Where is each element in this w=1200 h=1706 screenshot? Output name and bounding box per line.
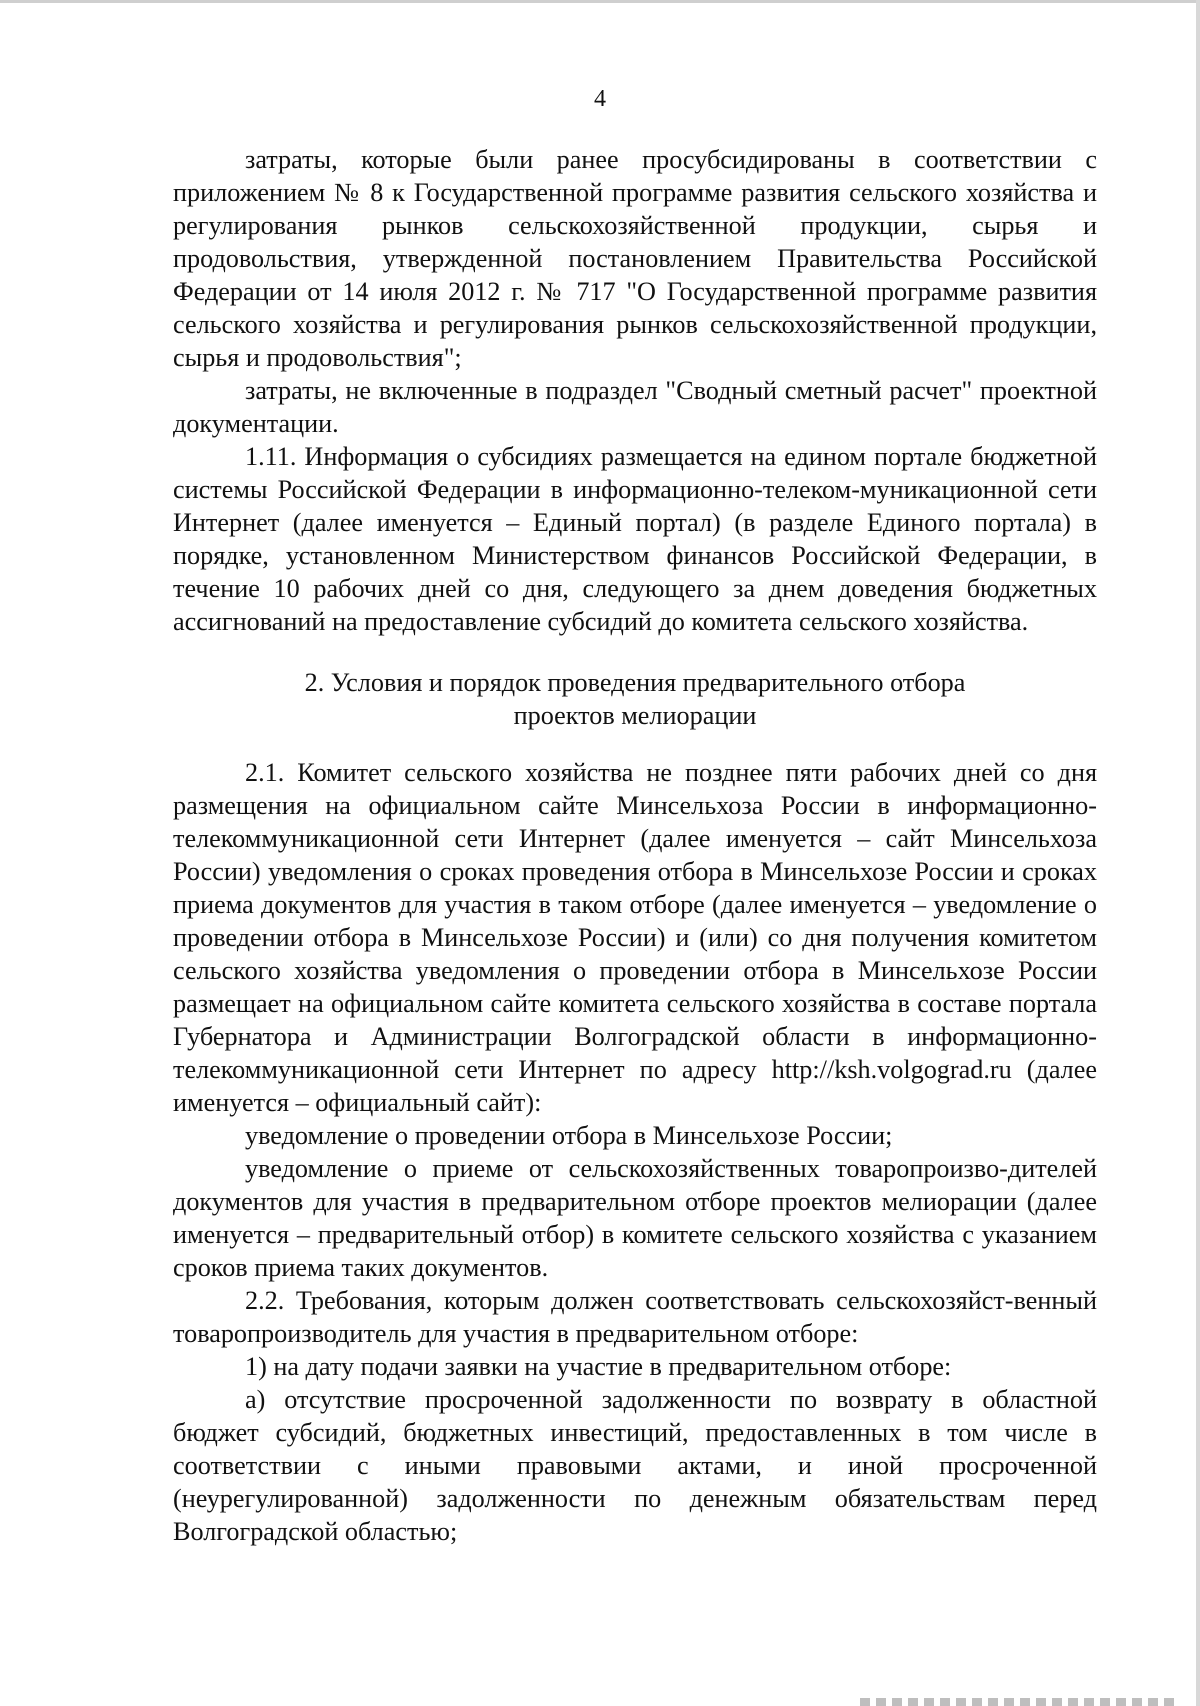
paragraph-excluded-costs: затраты, не включенные в подраздел "Сводный сметный расчет" проектной документации.	[173, 376, 1097, 438]
paragraph-1-11-subsidy-info: 1.11. Информация о субсидиях размещается на едином портале бюджетной системы Российской Федерации в информационно-телеком-муникационной сети Интернет (далее именуется – Единый портал) (в разделе Единого портала) в порядке, установленном Министерством финансов Российской Федерации, в течение 10 рабочих дней со дня, следующего за днем доведения бюджетных ассигнований на предоставление субсидий до комитета сельского хозяйства.	[173, 442, 1097, 636]
section-heading-line-2: проектов мелиорации	[513, 701, 757, 730]
paragraph-item-a: а) отсутствие просроченной задолженности по возврату в областной бюджет субсидий, бюджетных инвестиций, предоставленных в том числе в соответствии с иными правовыми актами, и иной просроченной (неурегулированной) задолженности по денежным обязательствам перед Волгоградской областью;	[173, 1385, 1097, 1546]
scan-top-edge	[0, 0, 1200, 3]
paragraph-notice-selection: уведомление о проведении отбора в Минсельхозе России;	[245, 1121, 893, 1150]
scan-bottom-artifact	[860, 1698, 1180, 1706]
paragraph-item-1: 1) на дату подачи заявки на участие в предварительном отборе:	[245, 1352, 952, 1381]
paragraph-2-2-requirements: 2.2. Требования, которым должен соответствовать сельскохозяйст-венный товаропроизводитель для участия в предварительном отборе:	[173, 1286, 1097, 1348]
scan-right-edge	[1196, 0, 1200, 1706]
paragraph-2-1-committee-notice: 2.1. Комитет сельского хозяйства не позднее пяти рабочих дней со дня размещения на официальном сайте Минсельхоза России в информационно-телекоммуникационной сети Интернет (далее именуется – сайт Минсельхоза России) уведомления о сроках проведения отбора в Минсельхозе России и сроках приема документов для участия в таком отборе (далее именуется – уведомление о проведении отбора в Минсельхозе России) и (или) со дня получения комитетом сельского хозяйства уведомления о проведении отбора в Минсельхозе России размещает на официальном сайте комитета сельского хозяйства в составе портала Губернатора и Администрации Волгоградской области в информационно-телекоммуникационной сети Интернет по адресу http://ksh.volgograd.ru (далее именуется – официальный сайт):	[173, 758, 1097, 1117]
section-2-heading	[173, 666, 1097, 732]
paragraph-subsidized-costs: затраты, которые были ранее просубсидированы в соответствии с приложением № 8 к Государственной программе развития сельского хозяйства и регулирования рынков сельскохозяйственной продукции, сырья и продовольствия, утвержденной постановлением Правительства Российской Федерации от 14 июля 2012 г. № 717 "О Государственной программе развития сельского хозяйства и регулирования рынков сельскохозяйственной продукции, сырья и продовольствия";	[173, 145, 1097, 372]
document-body	[173, 143, 1097, 1548]
paragraph-notice-documents: уведомление о приеме от сельскохозяйственных товаропроизво-дителей документов для участия в предварительном отборе проектов мелиорации (далее именуется – предварительный отбор) в комитете сельского хозяйства с указанием сроков приема таких документов.	[173, 1154, 1097, 1282]
page-number: 4	[594, 86, 606, 112]
section-heading-line-1: 2. Условия и порядок проведения предварительного отбора	[304, 668, 966, 697]
